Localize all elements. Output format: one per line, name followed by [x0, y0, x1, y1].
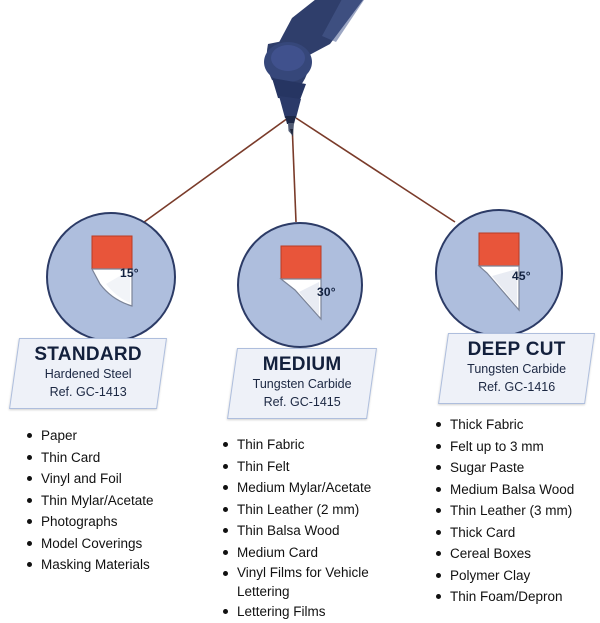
- list-item: Thin Balsa Wood: [222, 520, 417, 542]
- list-item: Vinyl and Foil: [26, 468, 201, 490]
- cutting-tool-handle: [264, 0, 372, 137]
- list-item: Masking Materials: [26, 554, 201, 576]
- medium-circle: [237, 222, 363, 348]
- list-item: Thin Felt: [222, 456, 417, 478]
- standard-ref: Ref. GC-1413: [49, 384, 127, 399]
- list-item: Polymer Clay: [435, 565, 600, 587]
- list-item: Thin Foam/Depron: [435, 586, 600, 608]
- list-item: Cereal Boxes: [435, 543, 600, 565]
- standard-circle: [46, 212, 176, 342]
- deep-cut-blade-graphic: [437, 211, 561, 335]
- deep-cut-title: DEEP CUT: [467, 339, 566, 360]
- deep-cut-bullet-list: [435, 414, 600, 608]
- medium-ref: Ref. GC-1415: [263, 394, 341, 409]
- list-item: Thin Leather (3 mm): [435, 500, 600, 522]
- deep-cut-ref: Ref. GC-1416: [478, 379, 556, 394]
- medium-blade-graphic: [239, 224, 361, 346]
- deep-cut-banner: [438, 333, 595, 404]
- list-item: Photographs: [26, 511, 201, 533]
- deep-cut-material: Tungsten Carbide: [467, 361, 567, 376]
- list-item: Thick Fabric: [435, 414, 600, 436]
- list-item: Model Coverings: [26, 533, 201, 555]
- list-item: Thin Fabric: [222, 434, 417, 456]
- connector-line-standard: [140, 118, 288, 225]
- connector-lines: [140, 118, 455, 225]
- connector-line-deep-cut: [296, 118, 455, 222]
- list-item: Thick Card: [435, 522, 600, 544]
- standard-angle-label: 15°: [120, 266, 139, 280]
- list-item: Medium Card: [222, 542, 417, 564]
- list-item: Medium Balsa Wood: [435, 479, 600, 501]
- list-item: Medium Mylar/Acetate: [222, 477, 417, 499]
- list-item: Thin Leather (2 mm): [222, 499, 417, 521]
- medium-banner: [227, 348, 377, 419]
- standard-banner: [9, 338, 167, 409]
- standard-material: Hardened Steel: [44, 366, 132, 381]
- connector-line-medium: [292, 122, 296, 222]
- medium-material: Tungsten Carbide: [252, 376, 352, 391]
- medium-bullet-list: [222, 434, 417, 623]
- medium-angle-label: 30°: [317, 285, 336, 299]
- list-item: Lettering Films: [222, 601, 417, 623]
- list-item: Thin Card: [26, 447, 201, 469]
- list-item: Thin Mylar/Acetate: [26, 490, 201, 512]
- list-item: Felt up to 3 mm: [435, 436, 600, 458]
- standard-blade-graphic: [48, 214, 174, 340]
- deep-cut-angle-label: 45°: [512, 269, 531, 283]
- list-item: Sugar Paste: [435, 457, 600, 479]
- standard-title: STANDARD: [34, 344, 142, 365]
- deep-cut-circle: [435, 209, 563, 337]
- standard-bullet-list: [26, 425, 201, 576]
- medium-title: MEDIUM: [262, 354, 342, 375]
- list-item: Paper: [26, 425, 201, 447]
- list-item: Vinyl Films for Vehicle Lettering: [222, 563, 417, 601]
